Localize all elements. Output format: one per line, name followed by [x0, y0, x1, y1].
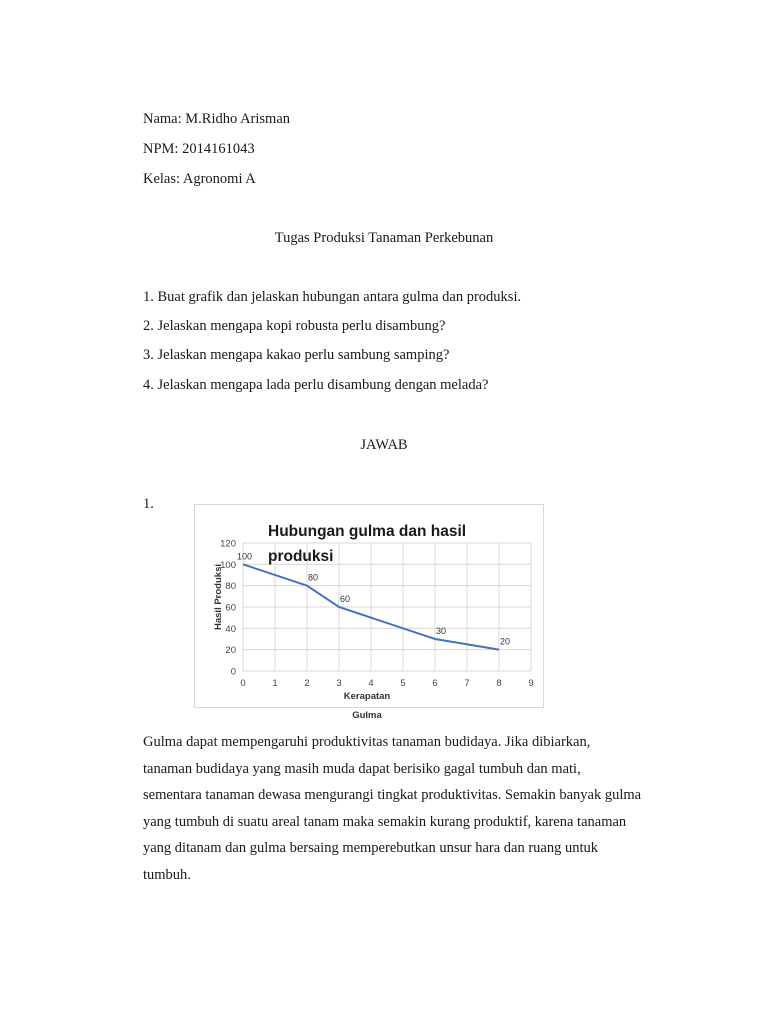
student-name: Nama: M.Ridho Arisman — [143, 111, 291, 127]
data-label: 100 — [237, 551, 253, 562]
y-tick-label: 120 — [220, 538, 236, 550]
x-tick-label: 0 — [240, 678, 246, 689]
paragraph-line: yang ditanam dan gulma bersaing memperebutkan unsur hara dan ruang untuk — [143, 840, 599, 857]
data-label: 60 — [340, 594, 351, 604]
data-labels — [237, 551, 510, 646]
question-2: 2. Jelaskan mengapa kopi robusta perlu disambung? — [143, 318, 446, 334]
student-npm: NPM: 2014161043 — [143, 141, 255, 157]
y-tick-label: 60 — [225, 602, 236, 614]
x-tick-label: 7 — [464, 678, 470, 689]
data-label: 30 — [436, 626, 447, 636]
assignment-title: Tugas Produksi Tanaman Perkebunan — [274, 230, 494, 246]
paragraph-line: yang tumbuh di suatu areal tanam maka semakin kurang produktif, karena tanaman — [143, 813, 627, 830]
question-4: 4. Jelaskan mengapa lada perlu disambung dengan melada? — [143, 377, 489, 393]
data-label: 80 — [308, 572, 319, 583]
x-tick-label: 9 — [528, 678, 534, 689]
paragraph-line: tanaman budidaya yang masih muda dapat berisiko gagal tumbuh dan mati, — [143, 760, 581, 777]
answer-heading: JAWAB — [360, 437, 408, 453]
data-label: 20 — [500, 636, 511, 647]
question-3: 3. Jelaskan mengapa kakao perlu sambung samping? — [143, 347, 450, 363]
paragraph-line: tumbuh. — [143, 866, 191, 883]
student-class: Kelas: Agronomi A — [143, 171, 256, 187]
x-tick-label: 6 — [432, 678, 438, 689]
x-tick-label: 5 — [400, 678, 406, 689]
y-tick-label: 100 — [220, 559, 236, 571]
x-tick-label: 1 — [272, 678, 278, 689]
y-tick-label: 20 — [225, 645, 236, 657]
answer-paragraph — [143, 729, 673, 889]
y-tick-label: 80 — [225, 581, 236, 593]
chart-title-line-2: produksi — [268, 548, 334, 565]
question-1: 1. Buat grafik dan jelaskan hubungan antara gulma dan produksi. — [143, 289, 522, 305]
answer-number: 1. — [143, 496, 154, 512]
paragraph-line: sementara tanaman dewasa mengurangi tingkat produktivitas. Semakin banyak gulma — [143, 787, 642, 804]
chart-container — [194, 504, 544, 721]
y-tick-label: 40 — [225, 623, 236, 635]
x-axis-label-line-2: Gulma — [352, 710, 382, 721]
x-tick-label: 4 — [368, 678, 374, 689]
x-axis-label-line-1: Kerapatan — [343, 691, 391, 702]
chart-title-line-1: Hubungan gulma dan hasil — [268, 523, 467, 540]
x-tick-label: 3 — [336, 678, 342, 689]
x-tick-label: 8 — [496, 678, 502, 689]
y-axis-label: Hasil Produksi — [213, 564, 224, 630]
line-chart — [195, 505, 543, 721]
paragraph-line: Gulma dapat mempengaruhi produktivitas tanaman budidaya. Jika dibiarkan, — [143, 734, 591, 750]
x-tick-label: 2 — [304, 678, 310, 689]
y-tick-label: 0 — [230, 666, 236, 678]
